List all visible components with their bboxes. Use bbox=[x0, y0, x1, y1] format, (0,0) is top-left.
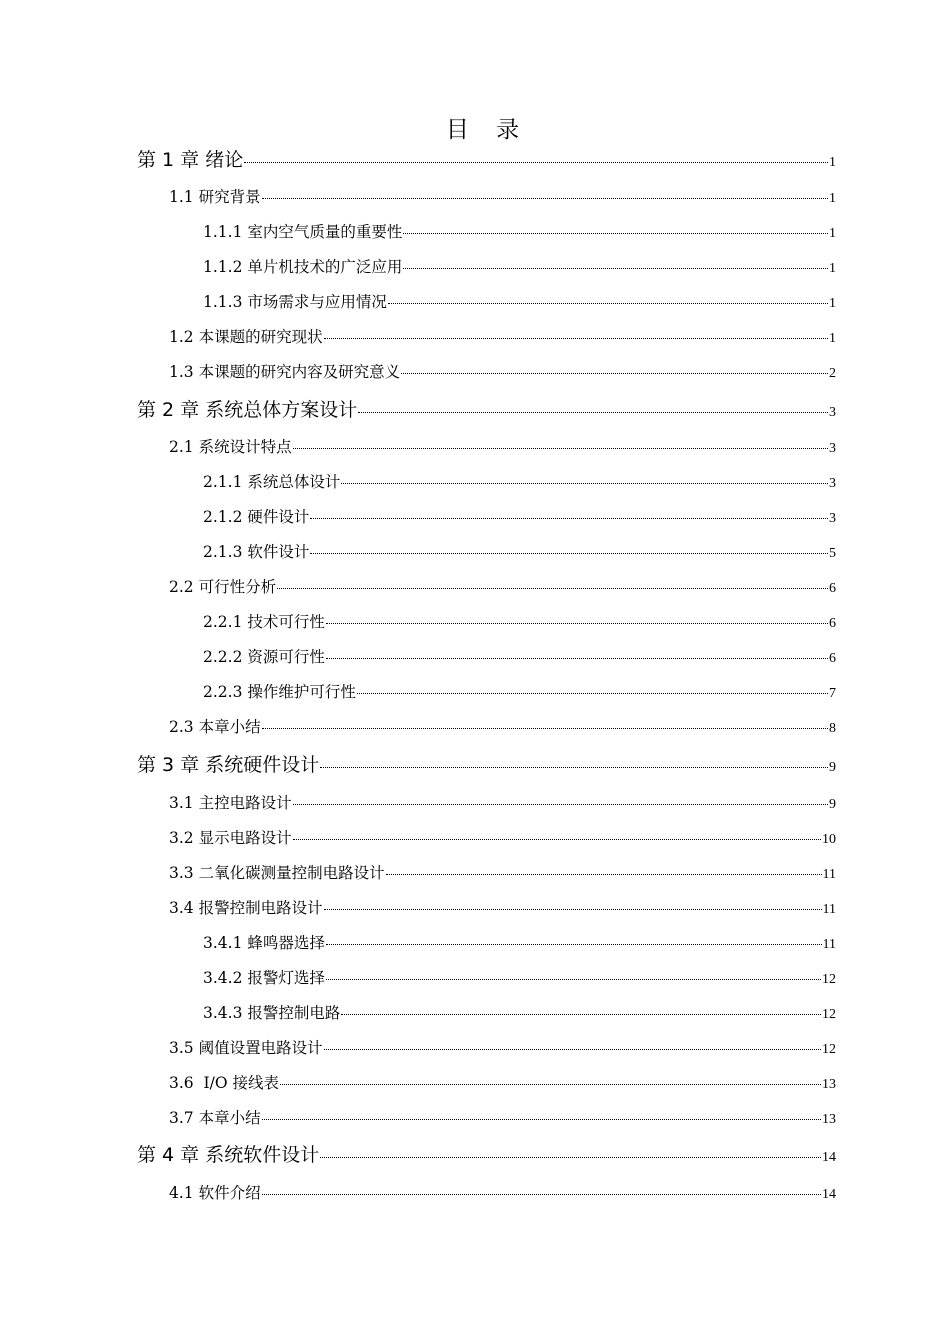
dot-leader bbox=[386, 874, 822, 875]
toc-entry-label: 第 2 章 系统总体方案设计 bbox=[137, 399, 358, 421]
toc-entry-page: 6 bbox=[829, 616, 836, 631]
toc-entry-section-1-3[interactable] bbox=[169, 360, 836, 382]
dot-leader bbox=[277, 588, 828, 589]
dot-leader bbox=[401, 373, 828, 374]
toc-entry-label: 第 4 章 系统软件设计 bbox=[137, 1144, 320, 1166]
toc-entry-page: 11 bbox=[822, 902, 836, 917]
toc-entry-chapter-1[interactable] bbox=[137, 145, 836, 172]
toc-entry-section-2-1-2[interactable] bbox=[203, 505, 836, 527]
dot-leader bbox=[341, 483, 828, 484]
toc-entry-section-1-1-3[interactable] bbox=[203, 290, 836, 312]
toc-entry-page: 12 bbox=[822, 972, 836, 987]
toc-entry-section-3-4-3[interactable] bbox=[203, 1001, 836, 1023]
toc-entry-section-2-2[interactable] bbox=[169, 575, 836, 597]
toc-entry-page: 13 bbox=[822, 1112, 836, 1127]
dot-leader bbox=[262, 1119, 821, 1120]
toc-entry-page: 3 bbox=[829, 511, 836, 526]
toc-entry-page: 1 bbox=[829, 331, 836, 346]
toc-entry-section-2-3[interactable] bbox=[169, 715, 836, 737]
toc-entry-section-3-6[interactable] bbox=[169, 1071, 836, 1093]
toc-entry-page: 12 bbox=[822, 1007, 836, 1022]
dot-leader bbox=[293, 448, 828, 449]
toc-entry-label: 1.1 研究背景 bbox=[169, 188, 261, 206]
toc-entry-page: 3 bbox=[829, 405, 836, 420]
dot-leader bbox=[326, 623, 828, 624]
toc-entry-label: 1.1.1 室内空气质量的重要性 bbox=[203, 223, 403, 241]
dot-leader bbox=[403, 268, 828, 269]
toc-entry-section-2-2-3[interactable] bbox=[203, 680, 836, 702]
dot-leader bbox=[326, 979, 821, 980]
toc-entry-label: 2.1.1 系统总体设计 bbox=[203, 473, 341, 491]
toc-entry-label: 1.1.3 市场需求与应用情况 bbox=[203, 293, 387, 311]
toc-entry-section-3-4[interactable] bbox=[169, 896, 836, 918]
toc-entry-label: 3.4 报警控制电路设计 bbox=[169, 899, 323, 917]
toc-entry-section-3-7[interactable] bbox=[169, 1106, 836, 1128]
dot-leader bbox=[293, 839, 821, 840]
dot-leader bbox=[403, 233, 828, 234]
toc-entry-label: 1.3 本课题的研究内容及研究意义 bbox=[169, 363, 401, 381]
toc-entry-label: 3.4.2 报警灯选择 bbox=[203, 969, 325, 987]
dot-leader bbox=[293, 804, 828, 805]
toc-entry-page: 7 bbox=[829, 686, 836, 701]
toc-entry-label: 第 1 章 绪论 bbox=[137, 149, 244, 171]
toc-entry-section-1-1[interactable] bbox=[169, 185, 836, 207]
toc-entry-label: 3.6 I/O 接线表 bbox=[169, 1074, 279, 1092]
toc-entry-chapter-2[interactable] bbox=[137, 395, 836, 422]
toc-entry-chapter-3[interactable] bbox=[137, 750, 836, 777]
toc-entry-label: 2.2.3 操作维护可行性 bbox=[203, 683, 356, 701]
dot-leader bbox=[324, 1049, 821, 1050]
toc-entry-section-4-1[interactable] bbox=[169, 1181, 836, 1203]
toc-entry-page: 13 bbox=[822, 1077, 836, 1092]
toc-entry-page: 12 bbox=[822, 1042, 836, 1057]
toc-entry-page: 1 bbox=[829, 296, 836, 311]
toc-entry-page: 14 bbox=[822, 1150, 836, 1165]
dot-leader bbox=[244, 162, 828, 163]
dot-leader bbox=[357, 693, 828, 694]
toc-entry-page: 3 bbox=[829, 441, 836, 456]
toc-entry-page: 14 bbox=[822, 1187, 836, 1202]
toc-entry-page: 1 bbox=[829, 155, 836, 170]
toc-entry-section-3-3[interactable] bbox=[169, 861, 836, 883]
dot-leader bbox=[280, 1084, 821, 1085]
dot-leader bbox=[388, 303, 828, 304]
toc-entry-label: 3.4.1 蜂鸣器选择 bbox=[203, 934, 325, 952]
toc-entry-label: 1.2 本课题的研究现状 bbox=[169, 328, 323, 346]
toc-entry-label: 3.3 二氧化碳测量控制电路设计 bbox=[169, 864, 385, 882]
toc-entry-label: 第 3 章 系统硬件设计 bbox=[137, 754, 320, 776]
toc-entry-section-2-2-2[interactable] bbox=[203, 645, 836, 667]
toc-entry-section-3-2[interactable] bbox=[169, 826, 836, 848]
dot-leader bbox=[262, 728, 828, 729]
toc-entry-section-3-4-1[interactable] bbox=[203, 931, 836, 953]
toc-entry-label: 2.2.1 技术可行性 bbox=[203, 613, 325, 631]
dot-leader bbox=[324, 338, 828, 339]
toc-entry-section-3-1[interactable] bbox=[169, 791, 836, 813]
toc-entry-label: 2.2 可行性分析 bbox=[169, 578, 277, 596]
dot-leader bbox=[324, 909, 822, 910]
toc-entry-page: 8 bbox=[829, 721, 836, 736]
toc-entry-label: 2.3 本章小结 bbox=[169, 718, 261, 736]
toc-entry-page: 9 bbox=[829, 797, 836, 812]
toc-entry-label: 3.4.3 报警控制电路 bbox=[203, 1004, 341, 1022]
dot-leader bbox=[320, 767, 828, 768]
dot-leader bbox=[341, 1014, 821, 1015]
dot-leader bbox=[262, 1194, 821, 1195]
dot-leader bbox=[326, 658, 828, 659]
toc-entry-label: 2.1.3 软件设计 bbox=[203, 543, 310, 561]
toc-entry-section-2-1-3[interactable] bbox=[203, 540, 836, 562]
toc-entry-section-3-4-2[interactable] bbox=[203, 966, 836, 988]
toc-entry-page: 5 bbox=[829, 546, 836, 561]
toc-entry-label: 4.1 软件介绍 bbox=[169, 1184, 261, 1202]
toc-entry-label: 3.2 显示电路设计 bbox=[169, 829, 292, 847]
dot-leader bbox=[310, 553, 828, 554]
toc-entry-page: 9 bbox=[829, 760, 836, 775]
toc-entry-section-1-1-1[interactable] bbox=[203, 220, 836, 242]
dot-leader bbox=[358, 412, 828, 413]
toc-entry-page: 1 bbox=[829, 261, 836, 276]
dot-leader bbox=[262, 198, 828, 199]
toc-entry-section-1-2[interactable] bbox=[169, 325, 836, 347]
toc-entry-chapter-4[interactable] bbox=[137, 1140, 836, 1167]
dot-leader bbox=[320, 1157, 821, 1158]
dot-leader bbox=[310, 518, 828, 519]
toc-entry-page: 2 bbox=[829, 366, 836, 381]
toc-entry-page: 1 bbox=[829, 226, 836, 241]
toc-entry-section-3-5[interactable] bbox=[169, 1036, 836, 1058]
toc-entry-label: 2.1 系统设计特点 bbox=[169, 438, 292, 456]
toc-entry-label: 3.7 本章小结 bbox=[169, 1109, 261, 1127]
toc-entry-page: 1 bbox=[829, 191, 836, 206]
dot-leader bbox=[326, 944, 822, 945]
toc-entry-label: 1.1.2 单片机技术的广泛应用 bbox=[203, 258, 403, 276]
toc-entry-page: 11 bbox=[822, 937, 836, 952]
toc-entry-page: 6 bbox=[829, 581, 836, 596]
toc-entry-page: 3 bbox=[829, 476, 836, 491]
toc-entry-page: 11 bbox=[822, 867, 836, 882]
toc-entry-label: 3.5 阈值设置电路设计 bbox=[169, 1039, 323, 1057]
toc-entry-section-2-1[interactable] bbox=[169, 435, 836, 457]
toc-entry-section-2-1-1[interactable] bbox=[203, 470, 836, 492]
toc-entry-page: 10 bbox=[822, 832, 836, 847]
toc-entry-section-2-2-1[interactable] bbox=[203, 610, 836, 632]
toc-entry-label: 3.1 主控电路设计 bbox=[169, 794, 292, 812]
toc-entry-label: 2.2.2 资源可行性 bbox=[203, 648, 325, 666]
toc-entry-page: 6 bbox=[829, 651, 836, 666]
toc-entry-label: 2.1.2 硬件设计 bbox=[203, 508, 310, 526]
toc-entry-section-1-1-2[interactable] bbox=[203, 255, 836, 277]
page-title: 目 录 bbox=[445, 117, 530, 143]
